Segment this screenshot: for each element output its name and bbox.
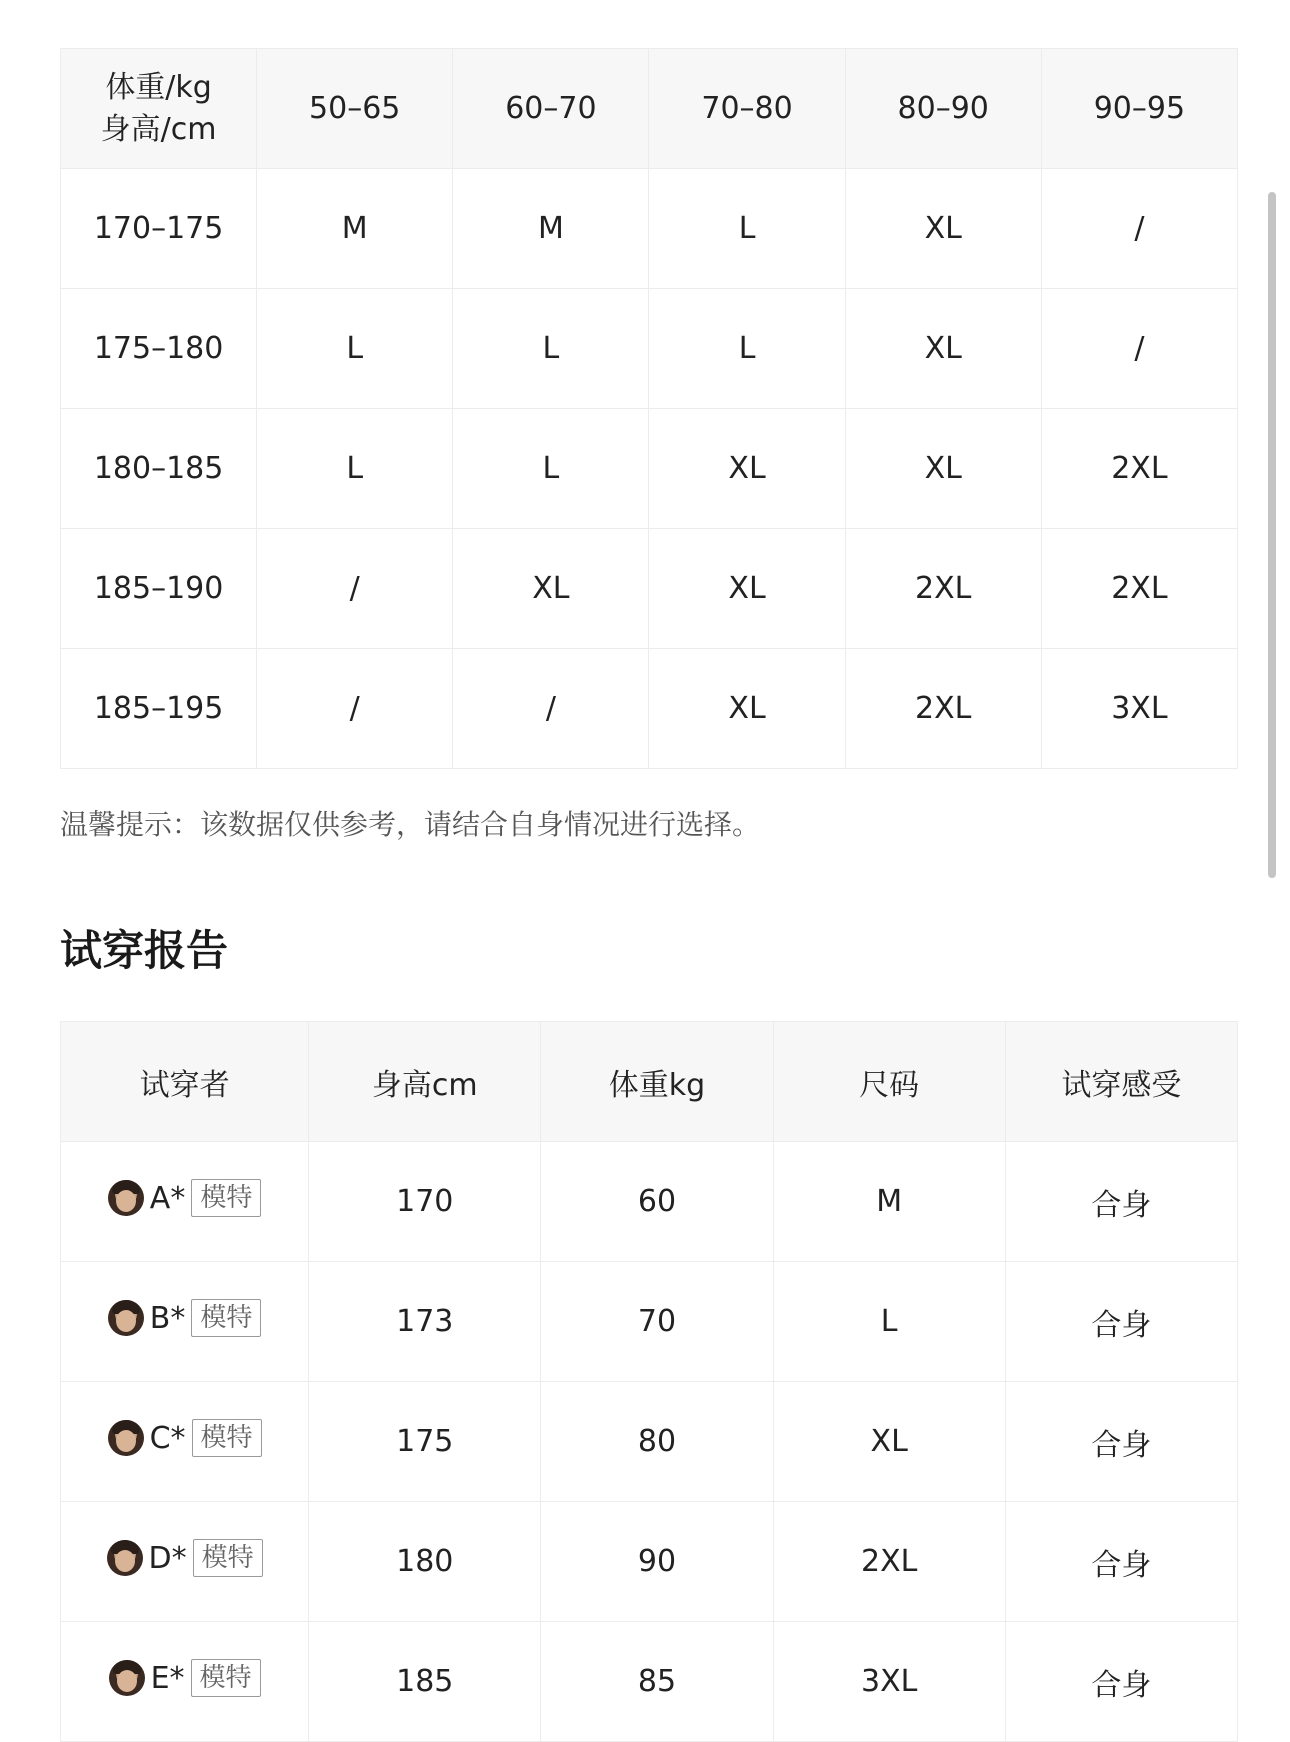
size-cell: L	[649, 289, 845, 409]
weight-axis-label: 体重/kg	[105, 69, 212, 105]
tester-cell	[61, 1502, 309, 1622]
size-cell: /	[257, 649, 453, 769]
size-chart-row	[61, 409, 1238, 529]
avatar-photo-icon	[107, 1540, 143, 1576]
tester-info	[108, 1179, 262, 1217]
size-cell: M	[453, 169, 649, 289]
size-cell: /	[453, 649, 649, 769]
size-cell: 2XL	[773, 1502, 1005, 1622]
tester-name: C*	[149, 1420, 186, 1456]
size-cell: 3XL	[1041, 649, 1237, 769]
size-cell: M	[257, 169, 453, 289]
size-chart-row	[61, 289, 1238, 409]
height-range-cell: 185–190	[61, 529, 257, 649]
size-chart-corner-header	[61, 49, 257, 169]
tester-cell	[61, 1262, 309, 1382]
height-cell: 185	[309, 1622, 541, 1742]
page-content	[60, 48, 1238, 1742]
height-range-cell: 175–180	[61, 289, 257, 409]
tester-info	[107, 1539, 263, 1577]
try-on-report-table	[60, 1021, 1238, 1742]
report-header-row	[61, 1022, 1238, 1142]
tester-cell	[61, 1382, 309, 1502]
size-cell: XL	[845, 409, 1041, 529]
height-range-cell: 180–185	[61, 409, 257, 529]
height-range-cell: 170–175	[61, 169, 257, 289]
size-cell: 2XL	[1041, 529, 1237, 649]
weight-range-header: 70–80	[649, 49, 845, 169]
weight-cell: 80	[541, 1382, 773, 1502]
size-cell: /	[257, 529, 453, 649]
tester-cell	[61, 1622, 309, 1742]
size-cell: XL	[845, 289, 1041, 409]
size-cell: XL	[649, 409, 845, 529]
height-range-cell: 185–195	[61, 649, 257, 769]
model-tag: 模特	[192, 1419, 262, 1457]
size-cell: XL	[845, 169, 1041, 289]
report-row	[61, 1622, 1238, 1742]
weight-range-header: 80–90	[845, 49, 1041, 169]
size-cell: L	[257, 409, 453, 529]
size-cell: /	[1041, 289, 1237, 409]
size-cell: XL	[649, 649, 845, 769]
model-tag: 模特	[191, 1299, 261, 1337]
report-header-height: 身高cm	[309, 1022, 541, 1142]
report-header-tester: 试穿者	[61, 1022, 309, 1142]
weight-range-header: 50–65	[257, 49, 453, 169]
weight-cell: 90	[541, 1502, 773, 1622]
size-cell: L	[453, 289, 649, 409]
feel-cell: 合身	[1005, 1502, 1237, 1622]
size-chart-row	[61, 169, 1238, 289]
weight-range-header: 60–70	[453, 49, 649, 169]
report-row	[61, 1382, 1238, 1502]
report-row	[61, 1142, 1238, 1262]
vertical-scrollbar[interactable]	[1268, 192, 1276, 878]
size-chart-header-row	[61, 49, 1238, 169]
size-cell: XL	[453, 529, 649, 649]
size-chart-row	[61, 529, 1238, 649]
report-row	[61, 1262, 1238, 1382]
tester-info	[108, 1299, 262, 1337]
weight-cell: 85	[541, 1622, 773, 1742]
tester-name: A*	[149, 1180, 186, 1216]
size-cell: 3XL	[773, 1622, 1005, 1742]
size-cell: M	[773, 1142, 1005, 1262]
tester-cell	[61, 1142, 309, 1262]
try-on-report-title: 试穿报告	[60, 926, 229, 975]
weight-cell: 60	[541, 1142, 773, 1262]
report-header-weight: 体重kg	[541, 1022, 773, 1142]
size-cell: L	[649, 169, 845, 289]
size-cell: L	[453, 409, 649, 529]
weight-range-header: 90–95	[1041, 49, 1237, 169]
size-chart-row	[61, 649, 1238, 769]
height-cell: 170	[309, 1142, 541, 1262]
model-tag: 模特	[191, 1179, 261, 1217]
size-cell: 2XL	[1041, 409, 1237, 529]
tester-name: D*	[148, 1540, 187, 1576]
tester-info	[108, 1419, 262, 1457]
avatar-photo-icon	[109, 1660, 145, 1696]
size-cell: 2XL	[845, 649, 1041, 769]
size-chart-table	[60, 48, 1238, 769]
tester-info	[109, 1659, 261, 1697]
model-tag: 模特	[193, 1539, 263, 1577]
size-cell: XL	[773, 1382, 1005, 1502]
feel-cell: 合身	[1005, 1382, 1237, 1502]
size-cell: XL	[649, 529, 845, 649]
size-tip-text: 温馨提示：该数据仅供参考，请结合自身情况进行选择。	[60, 808, 761, 841]
size-cell: L	[773, 1262, 1005, 1382]
size-cell: 2XL	[845, 529, 1041, 649]
avatar-photo-icon	[108, 1180, 144, 1216]
feel-cell: 合身	[1005, 1142, 1237, 1262]
height-cell: 175	[309, 1382, 541, 1502]
feel-cell: 合身	[1005, 1622, 1237, 1742]
feel-cell: 合身	[1005, 1262, 1237, 1382]
report-header-size: 尺码	[773, 1022, 1005, 1142]
model-tag: 模特	[191, 1659, 261, 1697]
size-cell: L	[257, 289, 453, 409]
size-cell: /	[1041, 169, 1237, 289]
avatar-photo-icon	[108, 1420, 144, 1456]
height-axis-label: 身高/cm	[100, 111, 217, 147]
height-cell: 173	[309, 1262, 541, 1382]
report-row	[61, 1502, 1238, 1622]
weight-cell: 70	[541, 1262, 773, 1382]
tester-name: B*	[149, 1300, 186, 1336]
tester-name: E*	[150, 1660, 185, 1696]
height-cell: 180	[309, 1502, 541, 1622]
report-header-feel: 试穿感受	[1005, 1022, 1237, 1142]
avatar-photo-icon	[108, 1300, 144, 1336]
